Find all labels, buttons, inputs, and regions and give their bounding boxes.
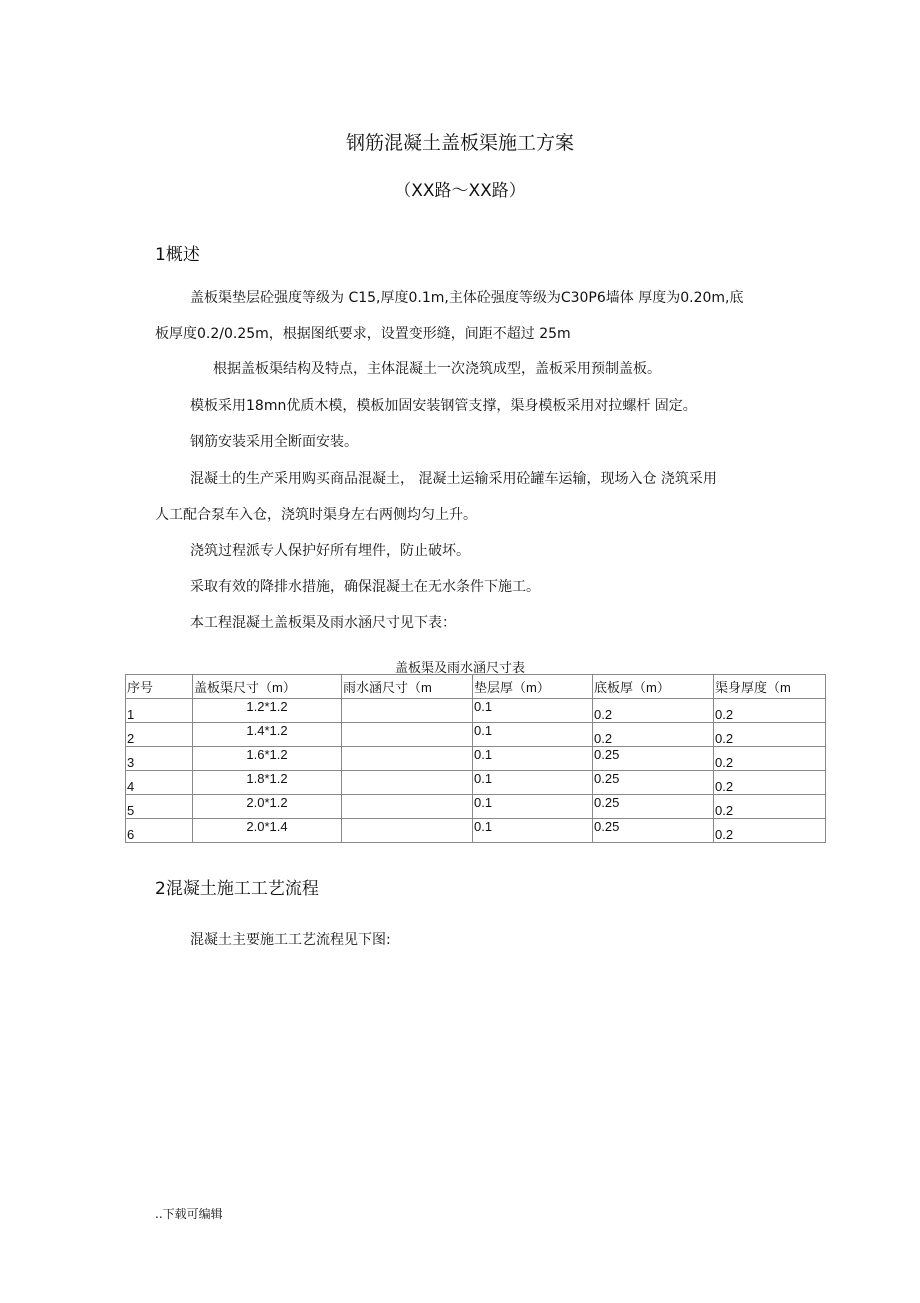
table-row bbox=[126, 723, 826, 747]
table-row bbox=[126, 747, 826, 771]
table-cell: 0.2 bbox=[593, 723, 714, 747]
table-row bbox=[126, 771, 826, 795]
table-header-row bbox=[126, 675, 826, 699]
table-cell: 0.2 bbox=[714, 747, 826, 771]
table-caption: 盖板渠及雨水涵尺寸表 bbox=[394, 661, 525, 676]
header-cell: 序号 bbox=[126, 675, 193, 699]
paragraph: 混凝土的生产采用购买商品混凝土， 混凝土运输采用砼罐车运输，现场入仓 浇筑采用 bbox=[190, 471, 717, 487]
table-cell: 2.0*1.2 bbox=[193, 795, 342, 819]
table-cell: 1.2*1.2 bbox=[193, 699, 342, 723]
table-cell: 5 bbox=[126, 795, 193, 819]
table-cell bbox=[342, 771, 473, 795]
table-row bbox=[126, 795, 826, 819]
table-cell: 0.2 bbox=[714, 723, 826, 747]
table-cell: 0.1 bbox=[473, 795, 593, 819]
section-heading-1: 1概述 bbox=[155, 245, 200, 265]
paragraph: 盖板渠垫层砼强度等级为 C15,厚度0.1m,主体砼强度等级为C30P6墙体 厚度为0.20m,底 bbox=[190, 290, 744, 306]
table-cell: 0.1 bbox=[473, 699, 593, 723]
dimensions-table bbox=[125, 674, 826, 843]
paragraph: 人工配合泵车入仓，浇筑时渠身左右两侧均匀上升。 bbox=[155, 507, 477, 523]
table-cell: 1.6*1.2 bbox=[193, 747, 342, 771]
table-cell: 3 bbox=[126, 747, 193, 771]
paragraph: 采取有效的降排水措施，确保混凝土在无水条件下施工。 bbox=[190, 579, 540, 595]
footer-note: ..下载可编辑 bbox=[155, 1207, 223, 1221]
table-cell: 0.25 bbox=[593, 771, 714, 795]
header-cell: 雨水涵尺寸（m bbox=[342, 675, 473, 699]
table-cell bbox=[342, 723, 473, 747]
paragraph: 混凝土主要施工工艺流程见下图: bbox=[190, 932, 391, 948]
header-cell: 底板厚（m） bbox=[593, 675, 714, 699]
table-cell: 2 bbox=[126, 723, 193, 747]
table-cell: 0.2 bbox=[593, 699, 714, 723]
header-cell: 盖板渠尺寸（m） bbox=[193, 675, 342, 699]
table-cell: 0.2 bbox=[714, 699, 826, 723]
paragraph: 钢筋安装采用全断面安装。 bbox=[190, 434, 358, 450]
table-cell: 0.1 bbox=[473, 723, 593, 747]
table-row bbox=[126, 819, 826, 843]
table-cell bbox=[342, 699, 473, 723]
table-cell bbox=[342, 747, 473, 771]
table-cell: 0.1 bbox=[473, 771, 593, 795]
paragraph: 板厚度0.2/0.25m，根据图纸要求，设置变形缝，间距不超过 25m bbox=[155, 326, 571, 342]
header-cell: 渠身厚度（m bbox=[714, 675, 826, 699]
table-cell: 0.25 bbox=[593, 819, 714, 843]
table-cell bbox=[342, 795, 473, 819]
table-cell: 4 bbox=[126, 771, 193, 795]
table-cell bbox=[342, 819, 473, 843]
table-cell: 0.1 bbox=[473, 747, 593, 771]
table-cell: 1.4*1.2 bbox=[193, 723, 342, 747]
table-cell: 2.0*1.4 bbox=[193, 819, 342, 843]
paragraph: 本工程混凝土盖板渠及雨水涵尺寸见下表： bbox=[190, 615, 456, 631]
paragraph: 模板采用18mn优质木模，模板加固安装钢管支撑，渠身模板采用对拉螺杆 固定。 bbox=[190, 398, 697, 414]
header-cell: 垫层厚（m） bbox=[473, 675, 593, 699]
doc-title: 钢筋混凝土盖板渠施工方案 bbox=[345, 132, 574, 154]
paragraph: 根据盖板渠结构及特点，主体混凝土一次浇筑成型，盖板采用预制盖板。 bbox=[213, 361, 661, 377]
table-cell: 0.2 bbox=[714, 771, 826, 795]
table-row bbox=[126, 699, 826, 723]
table-cell: 0.1 bbox=[473, 819, 593, 843]
paragraph: 浇筑过程派专人保护好所有埋件，防止破坏。 bbox=[190, 543, 470, 559]
table-cell: 0.2 bbox=[714, 819, 826, 843]
table-cell: 0.25 bbox=[593, 795, 714, 819]
table-cell: 6 bbox=[126, 819, 193, 843]
section-heading-2: 2混凝土施工工艺流程 bbox=[155, 879, 319, 899]
table-cell: 0.25 bbox=[593, 747, 714, 771]
doc-subtitle: （XX路～XX路） bbox=[394, 181, 526, 201]
table-cell: 0.2 bbox=[714, 795, 826, 819]
table-cell: 1 bbox=[126, 699, 193, 723]
table-cell: 1.8*1.2 bbox=[193, 771, 342, 795]
